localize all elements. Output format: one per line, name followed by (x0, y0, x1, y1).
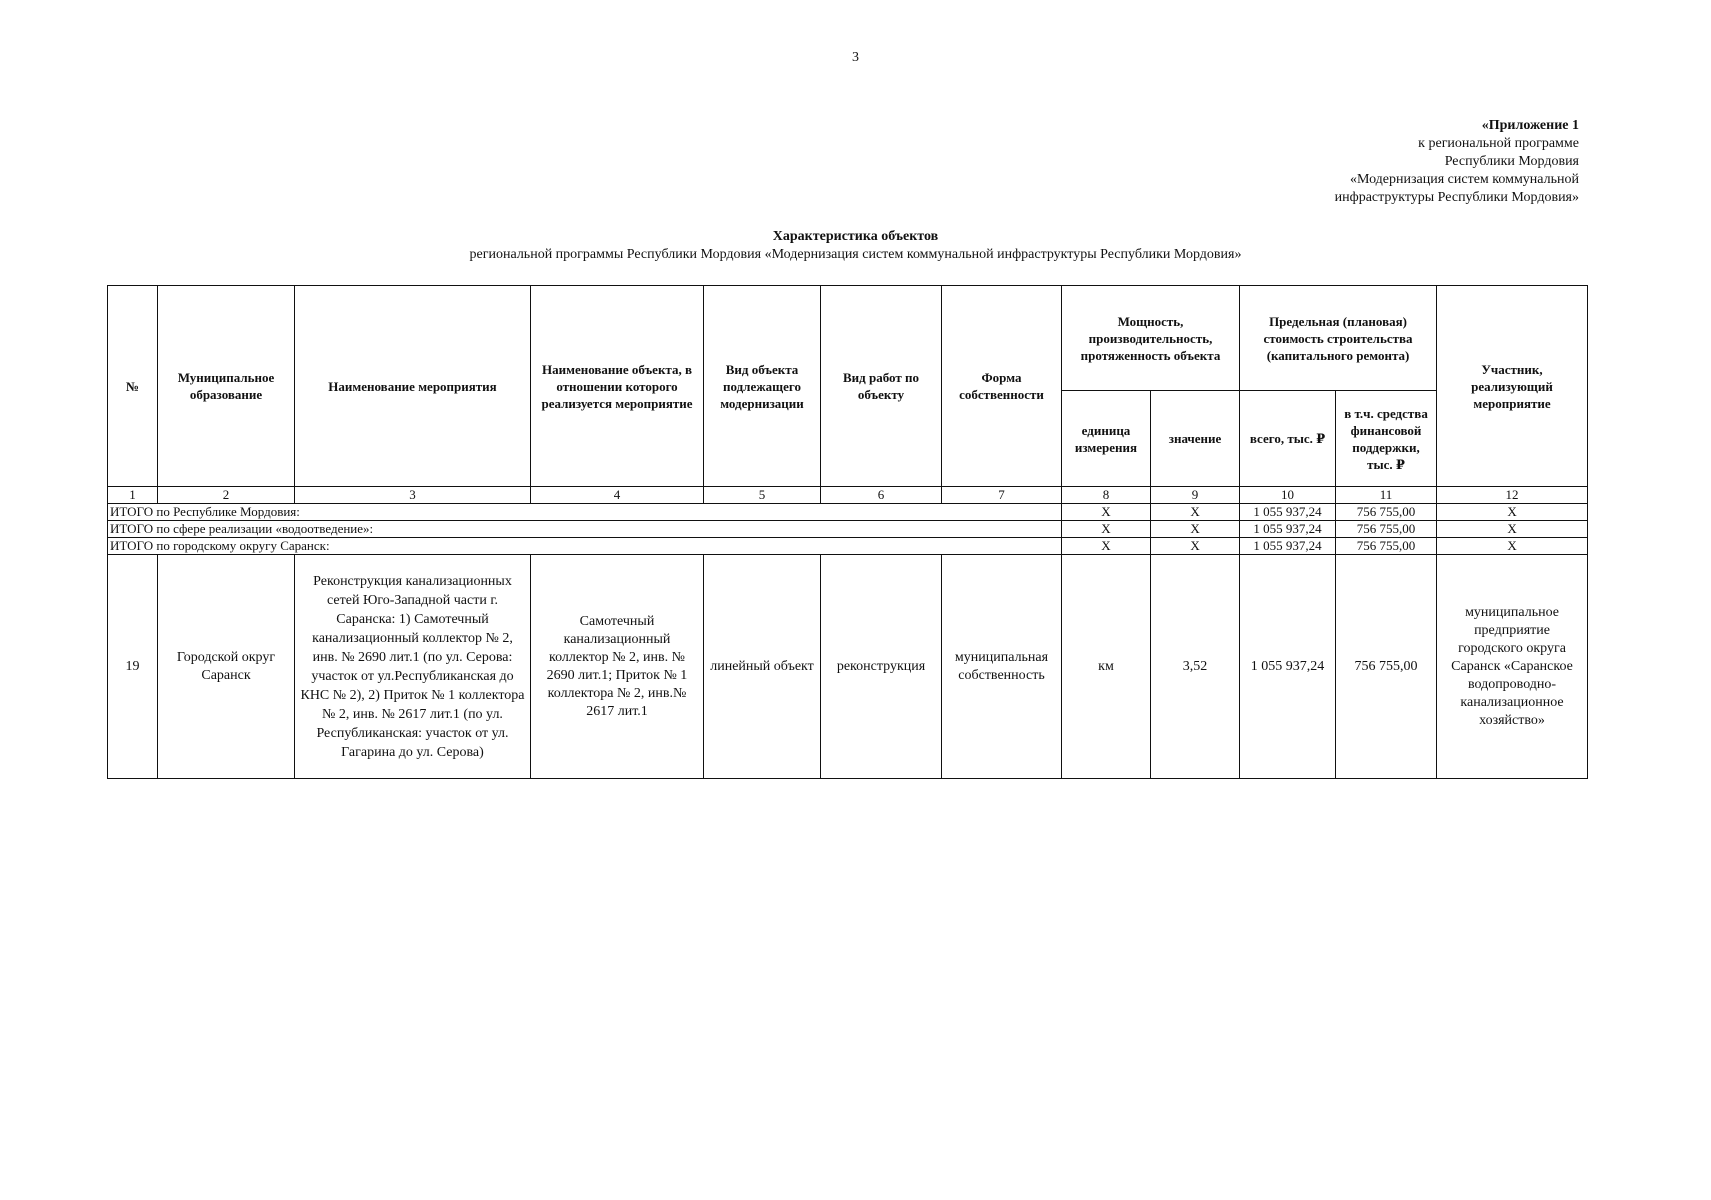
row-object-name: Самотечный канализационный коллектор № 2, инв. № 2690 лит.1; Приток № 1 коллектора № 2, инв.№ 2617 лит.1 (531, 555, 704, 779)
header-cost-support: в т.ч. средства финансовой поддержки, тыс. ₽ (1336, 391, 1437, 487)
row-num: 19 (108, 555, 158, 779)
header-activity: Наименование мероприятия (295, 286, 531, 487)
row-unit: км (1062, 555, 1151, 779)
appendix-line: инфраструктуры Республики Мордовия» (1334, 190, 1579, 205)
total-support: 756 755,00 (1336, 504, 1437, 521)
total-cost: 1 055 937,24 (1240, 521, 1336, 538)
header-capacity-value: значение (1151, 391, 1240, 487)
total-unit: X (1062, 538, 1151, 555)
table-row (108, 555, 1588, 779)
document-heading (0, 228, 1711, 264)
column-number: 11 (1336, 487, 1437, 504)
row-cost-total: 1 055 937,24 (1240, 555, 1336, 779)
total-label: ИТОГО по Республике Мордовия: (108, 504, 1062, 521)
total-support: 756 755,00 (1336, 521, 1437, 538)
total-cost: 1 055 937,24 (1240, 538, 1336, 555)
appendix-line: «Модернизация систем коммунальной (1349, 172, 1579, 187)
document-title: Характеристика объектов (772, 229, 939, 244)
column-number: 9 (1151, 487, 1240, 504)
column-number-row (108, 487, 1588, 504)
row-cost-support: 756 755,00 (1336, 555, 1437, 779)
total-cost: 1 055 937,24 (1240, 504, 1336, 521)
total-row-city (108, 538, 1588, 555)
header-municipality: Муниципальное образование (158, 286, 295, 487)
header-object-type: Вид объекта подлежащего модернизации (704, 286, 821, 487)
header-cost-total: всего, тыс. ₽ (1240, 391, 1336, 487)
header-work-type: Вид работ по объекту (821, 286, 942, 487)
row-object-type: линейный объект (704, 555, 821, 779)
row-activity: Реконструкция канализационных сетей Юго-Западной части г. Саранска: 1) Самотечный канализационный коллектор № 2, инв. № 2690 лит.1 (по ул. Серова: участок от ул.Республиканская до КНС № 2), 2) Приток № 1 коллектора № 2, инв. № 2617 лит.1 (по ул. Республиканская: участок от ул. Гагарина до ул. Серова) (295, 555, 531, 779)
column-number: 4 (531, 487, 704, 504)
column-number: 1 (108, 487, 158, 504)
total-support: 756 755,00 (1336, 538, 1437, 555)
row-municipality: Городской округ Саранск (158, 555, 295, 779)
column-number: 8 (1062, 487, 1151, 504)
total-unit: X (1062, 521, 1151, 538)
column-number: 10 (1240, 487, 1336, 504)
header-object-name: Наименование объекта, в отношении которого реализуется мероприятие (531, 286, 704, 487)
column-number: 7 (942, 487, 1062, 504)
header-capacity: Мощность, производительность, протяженность объекта (1062, 286, 1240, 391)
objects-table (107, 285, 1588, 779)
total-participant: X (1437, 521, 1588, 538)
total-label: ИТОГО по сфере реализации «водоотведение»: (108, 521, 1062, 538)
total-unit: X (1062, 504, 1151, 521)
appendix-title: «Приложение 1 (1481, 118, 1579, 133)
appendix-line: к региональной программе (1418, 136, 1579, 151)
row-ownership: муниципальная собственность (942, 555, 1062, 779)
table-header-row (108, 286, 1588, 391)
total-row-republic (108, 504, 1588, 521)
header-num: № (108, 286, 158, 487)
column-number: 2 (158, 487, 295, 504)
column-number: 6 (821, 487, 942, 504)
total-value: X (1151, 521, 1240, 538)
total-row-sphere (108, 521, 1588, 538)
total-value: X (1151, 504, 1240, 521)
document-subtitle: региональной программы Республики Мордовия «Модернизация систем коммунальной инфраструктуры Республики Мордовия» (469, 247, 1242, 262)
appendix-block (1335, 117, 1579, 207)
page-number: 3 (852, 50, 859, 65)
row-participant: муниципальное предприятие городского округа Саранск «Саранское водопроводно-канализационное хозяйство» (1437, 555, 1588, 779)
header-participant: Участник, реализующий мероприятие (1437, 286, 1588, 487)
total-value: X (1151, 538, 1240, 555)
row-value: 3,52 (1151, 555, 1240, 779)
header-cost: Предельная (плановая) стоимость строительства (капитального ремонта) (1240, 286, 1437, 391)
column-number: 3 (295, 487, 531, 504)
column-number: 12 (1437, 487, 1588, 504)
appendix-line: Республики Мордовия (1444, 154, 1579, 169)
total-participant: X (1437, 504, 1588, 521)
total-participant: X (1437, 538, 1588, 555)
header-capacity-unit: единица измерения (1062, 391, 1151, 487)
column-number: 5 (704, 487, 821, 504)
row-work-type: реконструкция (821, 555, 942, 779)
total-label: ИТОГО по городскому округу Саранск: (108, 538, 1062, 555)
header-ownership: Форма собственности (942, 286, 1062, 487)
